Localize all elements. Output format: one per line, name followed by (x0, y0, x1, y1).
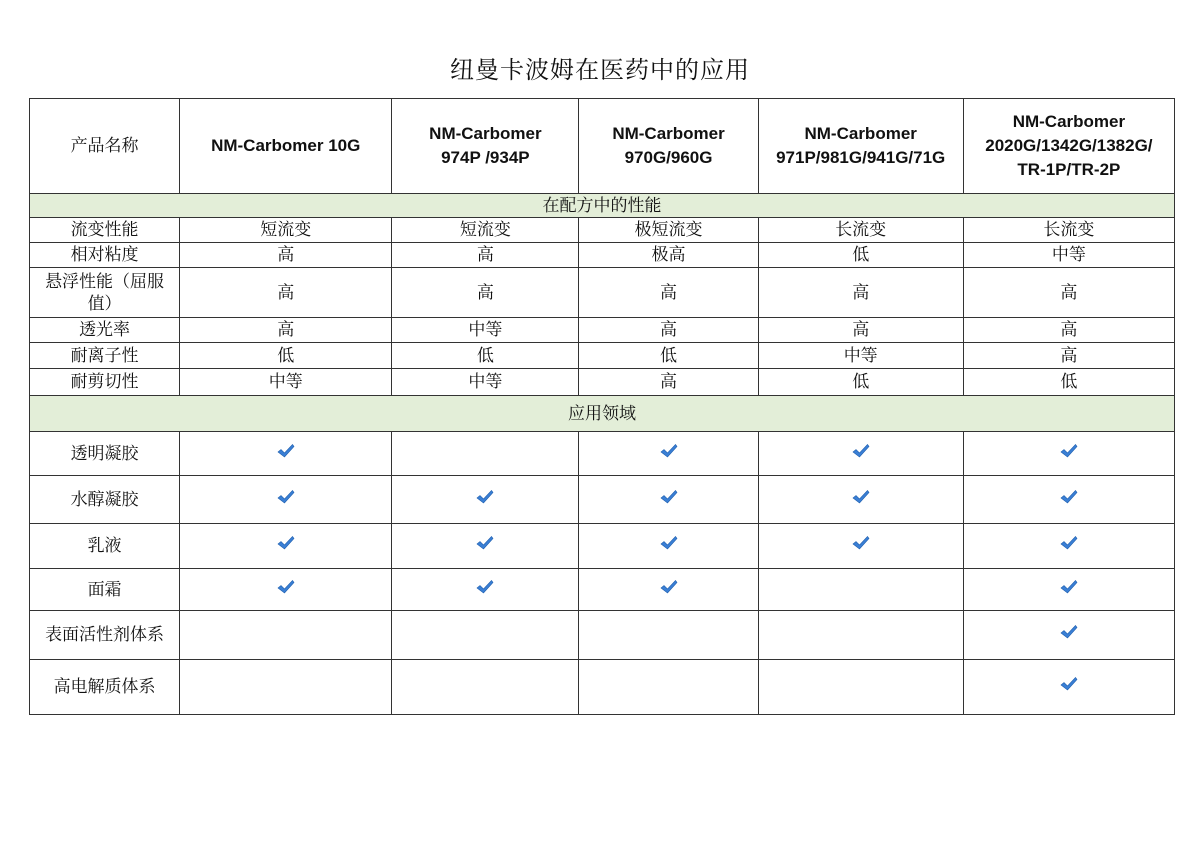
header-row (30, 99, 1175, 194)
performance-value: 低 (758, 369, 963, 396)
application-cell (758, 524, 963, 569)
application-cell (579, 660, 758, 715)
performance-value: 低 (392, 343, 579, 369)
section-application-label: 应用领域 (30, 396, 1175, 432)
checkmark-icon (277, 579, 295, 595)
checkmark-icon (852, 489, 870, 505)
application-row (30, 432, 1175, 476)
checkmark-icon (1060, 489, 1078, 505)
performance-value: 极短流变 (579, 218, 758, 243)
checkmark-icon (660, 489, 678, 505)
checkmark-icon (1060, 443, 1078, 459)
product-header: NM-Carbomer 971P/981G/941G/71G (758, 99, 963, 194)
row-label: 透光率 (30, 318, 180, 343)
performance-row (30, 318, 1175, 343)
row-label: 高电解质体系 (30, 660, 180, 715)
row-label: 乳液 (30, 524, 180, 569)
performance-row (30, 243, 1175, 268)
application-cell (180, 432, 392, 476)
performance-value: 高 (392, 243, 579, 268)
header-label: 产品名称 (30, 99, 180, 194)
checkmark-icon (1060, 676, 1078, 692)
application-cell (758, 660, 963, 715)
checkmark-icon (660, 535, 678, 551)
application-cell (758, 476, 963, 524)
document-title: 纽曼卡波姆在医药中的应用 (450, 56, 750, 84)
application-cell (180, 611, 392, 660)
checkmark-icon (277, 535, 295, 551)
application-cell (180, 476, 392, 524)
checkmark-icon (852, 535, 870, 551)
performance-row (30, 268, 1175, 318)
checkmark-icon (277, 443, 295, 459)
section-application (30, 396, 1175, 432)
performance-value: 高 (579, 369, 758, 396)
performance-value: 高 (963, 268, 1174, 318)
performance-value: 低 (579, 343, 758, 369)
performance-value: 高 (758, 268, 963, 318)
checkmark-icon (1060, 535, 1078, 551)
performance-row (30, 218, 1175, 243)
product-header: NM-Carbomer 10G (180, 99, 392, 194)
application-cell (579, 524, 758, 569)
row-label: 水醇凝胶 (30, 476, 180, 524)
application-cell (963, 660, 1174, 715)
application-cell (758, 611, 963, 660)
application-cell (180, 524, 392, 569)
performance-value: 低 (963, 369, 1174, 396)
application-cell (963, 432, 1174, 476)
application-cell (392, 524, 579, 569)
product-table (29, 98, 1175, 715)
performance-value: 高 (180, 318, 392, 343)
performance-value: 高 (963, 318, 1174, 343)
performance-row (30, 343, 1175, 369)
application-row (30, 476, 1175, 524)
row-label: 耐离子性 (30, 343, 180, 369)
checkmark-icon (476, 579, 494, 595)
checkmark-icon (277, 489, 295, 505)
application-cell (963, 524, 1174, 569)
application-cell (579, 569, 758, 611)
performance-value: 长流变 (963, 218, 1174, 243)
performance-value: 高 (758, 318, 963, 343)
performance-value: 中等 (392, 318, 579, 343)
performance-value: 高 (579, 268, 758, 318)
application-cell (963, 476, 1174, 524)
section-performance (30, 194, 1175, 218)
row-label: 面霜 (30, 569, 180, 611)
application-cell (758, 569, 963, 611)
performance-value: 中等 (180, 369, 392, 396)
performance-value: 短流变 (392, 218, 579, 243)
application-cell (392, 660, 579, 715)
performance-value: 低 (758, 243, 963, 268)
application-row (30, 569, 1175, 611)
performance-value: 高 (579, 318, 758, 343)
application-row (30, 611, 1175, 660)
row-label: 悬浮性能（屈服值） (30, 268, 180, 318)
row-label: 耐剪切性 (30, 369, 180, 396)
checkmark-icon (660, 579, 678, 595)
application-cell (579, 611, 758, 660)
product-header: NM-Carbomer 2020G/1342G/1382G/ TR-1P/TR-2P (963, 99, 1174, 194)
performance-value: 高 (392, 268, 579, 318)
application-cell (392, 476, 579, 524)
checkmark-icon (476, 535, 494, 551)
application-cell (579, 476, 758, 524)
performance-value: 高 (180, 268, 392, 318)
performance-value: 中等 (963, 243, 1174, 268)
performance-value: 长流变 (758, 218, 963, 243)
product-header: NM-Carbomer 974P /934P (392, 99, 579, 194)
application-row (30, 660, 1175, 715)
performance-value: 极高 (579, 243, 758, 268)
performance-value: 高 (180, 243, 392, 268)
application-cell (180, 569, 392, 611)
application-cell (963, 611, 1174, 660)
performance-value: 中等 (392, 369, 579, 396)
application-cell (392, 432, 579, 476)
application-cell (963, 569, 1174, 611)
row-label: 透明凝胶 (30, 432, 180, 476)
checkmark-icon (1060, 624, 1078, 640)
performance-row (30, 369, 1175, 396)
product-header: NM-Carbomer 970G/960G (579, 99, 758, 194)
application-cell (392, 569, 579, 611)
application-cell (579, 432, 758, 476)
application-cell (180, 660, 392, 715)
checkmark-icon (476, 489, 494, 505)
performance-value: 中等 (758, 343, 963, 369)
performance-value: 短流变 (180, 218, 392, 243)
application-cell (758, 432, 963, 476)
checkmark-icon (1060, 579, 1078, 595)
application-row (30, 524, 1175, 569)
row-label: 相对粘度 (30, 243, 180, 268)
performance-value: 高 (963, 343, 1174, 369)
row-label: 流变性能 (30, 218, 180, 243)
checkmark-icon (852, 443, 870, 459)
row-label: 表面活性剂体系 (30, 611, 180, 660)
checkmark-icon (660, 443, 678, 459)
section-performance-label: 在配方中的性能 (30, 194, 1175, 218)
application-cell (392, 611, 579, 660)
performance-value: 低 (180, 343, 392, 369)
